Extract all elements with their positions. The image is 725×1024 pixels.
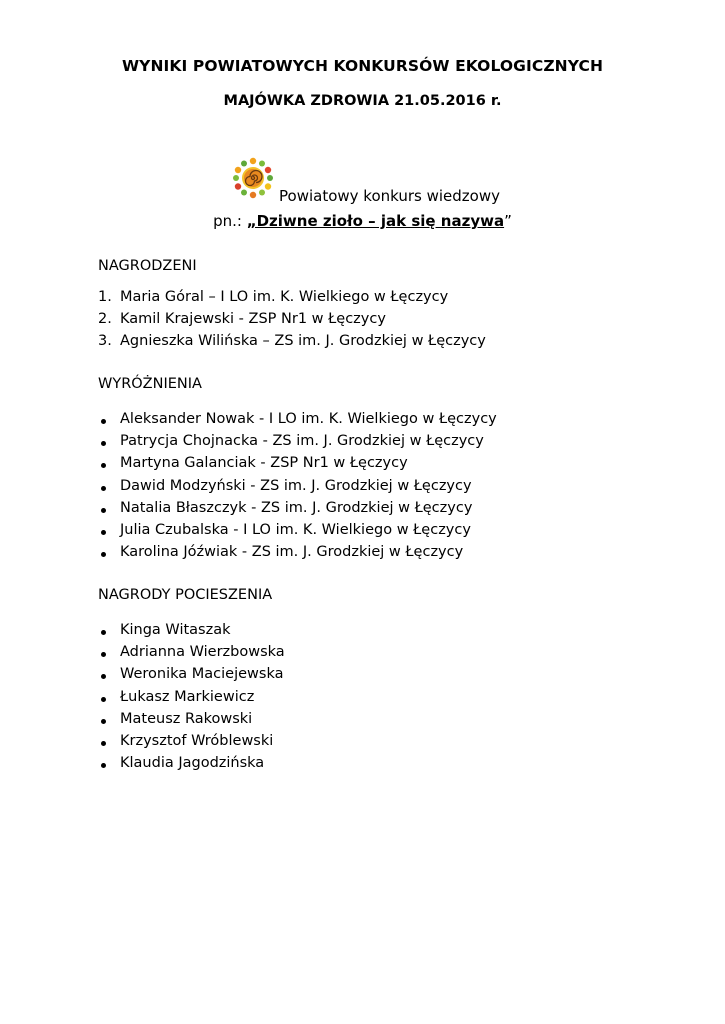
list-item-text: Mateusz Rakowski [120,710,253,727]
list-item [98,519,497,541]
list-item-text: Kinga Witaszak [120,622,231,638]
consolation-list [98,619,285,774]
list-item-text: Dawid Modzyński - ZS im. J. Grodzkiej w Łęczycy [120,477,472,494]
list-item [98,730,285,752]
section-heading-nagrodzeni: NAGRODZENI [98,258,197,274]
list-item [98,430,497,452]
document-subtitle: MAJÓWKA ZDROWIA 21.05.2016 r. [223,93,502,109]
list-item-text: Martyna Galanciak - ZSP Nr1 w Łęczycy [120,455,408,472]
list-item [98,619,285,641]
list-item [98,708,285,730]
list-item [98,641,285,663]
list-item-text: Aleksander Nowak - I LO im. K. Wielkiego w Łęczycy [120,411,497,427]
list-item-text: Maria Góral – I LO im. K. Wielkiego w Łęczycy [120,289,449,305]
list-item [98,308,486,330]
list-item [98,663,285,685]
list-number: 2. [98,311,112,328]
list-item-text: Patrycja Chojnacka - ZS im. J. Grodzkiej w Łęczycy [120,433,484,450]
section-heading-pocieszenia: NAGRODY POCIESZENIA [98,587,273,603]
list-item-text: Julia Czubalska - I LO im. K. Wielkiego w Łęczycy [120,521,471,538]
list-item-text: Agnieszka Wilińska – ZS im. J. Grodzkiej w Łęczycy [120,333,486,350]
list-item [98,686,285,708]
winners-list [98,286,486,353]
list-item-text: Łukasz Markiewicz [120,688,255,705]
list-item [98,497,497,519]
list-item-text: Adrianna Wierzbowska [120,644,285,661]
contest-name-suffix: ” [504,212,512,230]
list-item-text: Karolina Jóźwiak - ZS im. J. Grodzkiej w Łęczycy [120,544,464,561]
contest-name-prefix: pn.: [213,212,247,230]
list-item [98,752,285,774]
section-heading-wyroznienia: WYRÓŻNIENIA [98,376,202,392]
list-item [98,541,497,563]
contest-title: Powiatowy konkurs wiedzowy [279,187,500,205]
distinctions-list [98,408,497,563]
list-item [98,475,497,497]
list-item [98,452,497,474]
list-number: 3. [98,333,112,350]
list-item-text: Krzysztof Wróblewski [120,732,274,749]
list-item-text: Kamil Krajewski - ZSP Nr1 w Łęczycy [120,311,386,328]
list-number: 1. [98,289,112,305]
list-item [98,330,486,352]
list-item-text: Weronika Maciejewska [120,666,284,683]
eco-spiral-logo-icon [232,157,274,199]
list-item-text: Natalia Błaszczyk - ZS im. J. Grodzkiej w Łęczycy [120,499,473,516]
contest-name: „Dziwne zioło – jak się nazywa [246,212,505,230]
list-item [98,286,486,308]
list-item [98,408,497,430]
contest-name-line [0,212,725,230]
list-item-text: Klaudia Jagodzińska [120,755,265,772]
document-title: WYNIKI POWIATOWYCH KONKURSÓW EKOLOGICZNYCH [121,57,604,75]
